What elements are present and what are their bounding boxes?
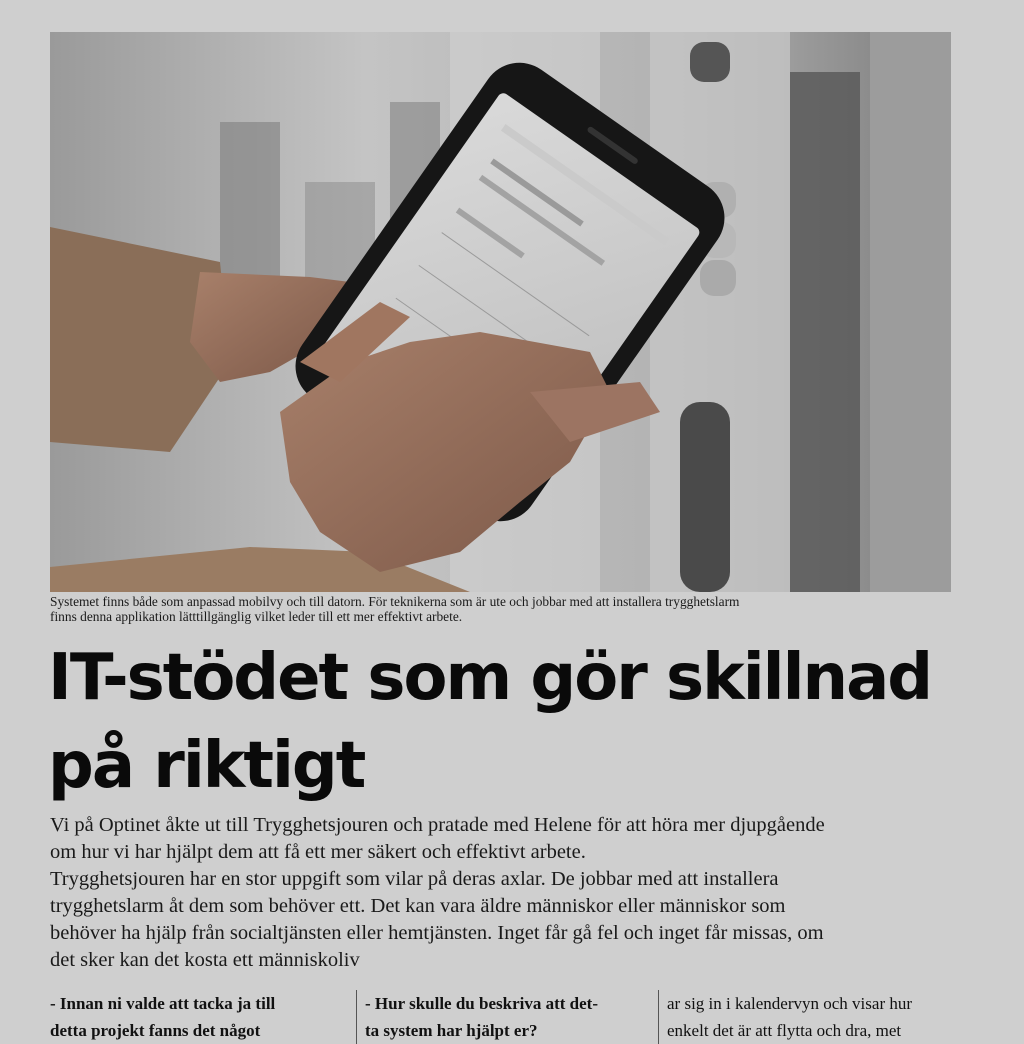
question-text: - Innan ni valde att tacka ja till	[50, 994, 276, 1013]
intro-line: Vi på Optinet åkte ut till Trygghetsjouren och pratade med Helene för att höra mer djupgående	[50, 814, 825, 836]
article-photo	[50, 32, 951, 592]
intro-line: behöver ha hjälp från socialtjänsten eller hemtjänsten. Inget får gå fel och inget får missas, om	[50, 922, 824, 944]
intro-line: Trygghetsjouren har en stor uppgift som vilar på deras axlar. De jobbar med att installera	[50, 868, 779, 890]
caption-line: finns denna applikation lätttillgänglig vilket leder till ett mer effektivt arbete.	[50, 609, 463, 624]
article-headline	[48, 634, 988, 810]
body-text: enkelt det är att flytta och dra, met	[667, 1021, 902, 1040]
column-3	[658, 990, 952, 1044]
headline-line: IT-stödet som gör skillnad	[48, 641, 932, 715]
question-text: detta projekt fanns det något	[50, 1021, 261, 1040]
intro-line: trygghetslarm åt dem som behöver ett. Det kan vara äldre människor eller människor som	[50, 895, 786, 917]
article-columns	[50, 990, 960, 1040]
question-text: - Hur skulle du beskriva att det-	[365, 994, 598, 1013]
article-intro	[50, 812, 970, 974]
caption-line: Systemet finns både som anpassad mobilvy och till datorn. För teknikerna som är ute och jobbar med att installera trygghetslarm	[50, 594, 740, 609]
column-1	[50, 990, 335, 1044]
intro-line: det sker kan det kosta ett människoliv	[50, 949, 360, 971]
photo-caption	[50, 594, 951, 624]
headline-line: på riktigt	[48, 729, 365, 803]
column-2	[356, 990, 650, 1044]
body-text: ar sig in i kalendervyn och visar hur	[667, 994, 913, 1013]
intro-line: om hur vi har hjälpt dem att få ett mer säkert och effektivt arbete.	[50, 841, 586, 863]
phone-in-hands-illustration	[50, 32, 951, 592]
question-text: ta system har hjälpt er?	[365, 1021, 538, 1040]
